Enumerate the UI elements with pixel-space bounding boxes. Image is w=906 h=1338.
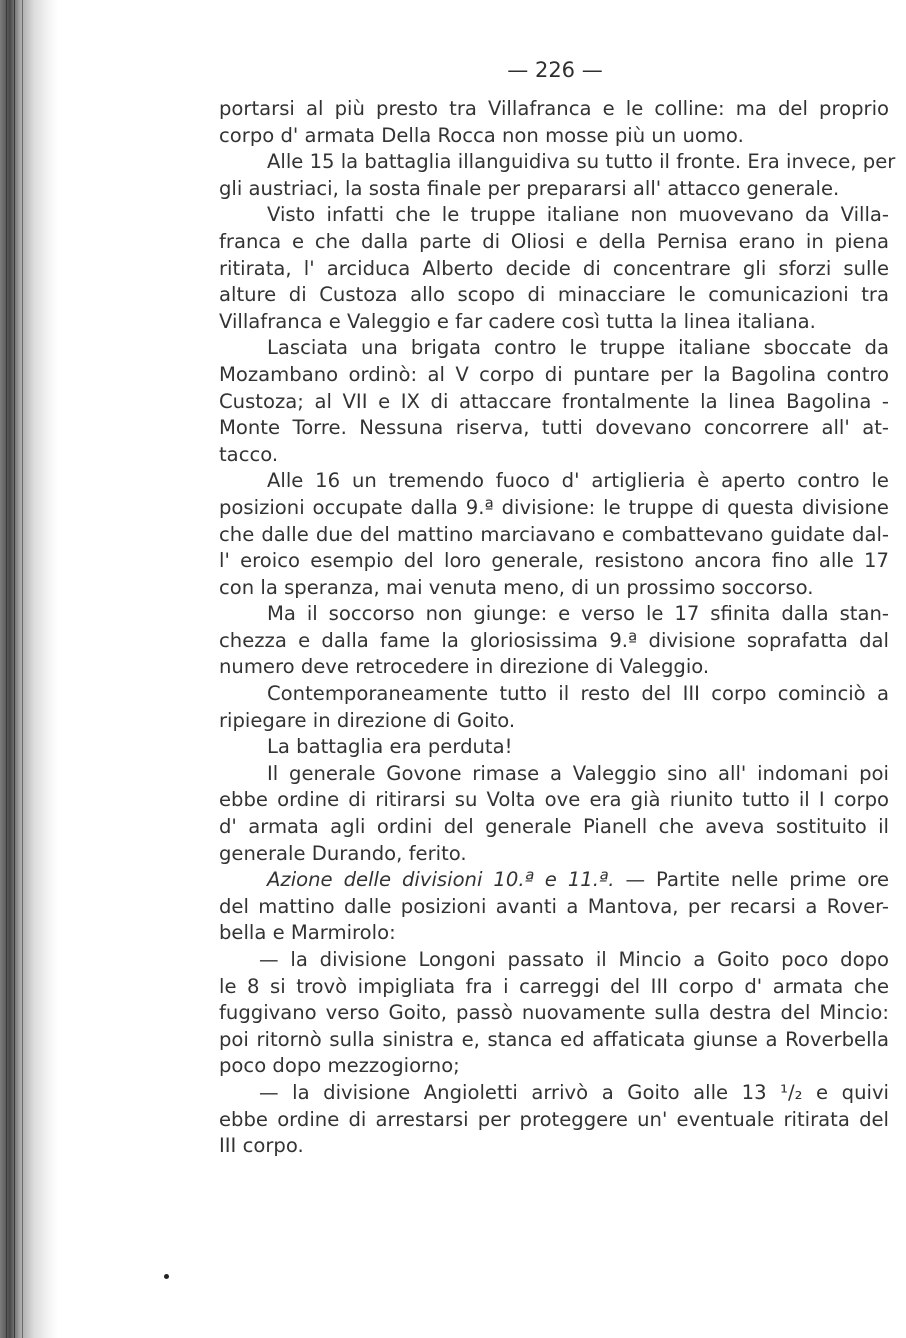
text-line: — la divisione Angioletti arrivò a Goito alle 13 ¹/₂ e quivi <box>259 1080 889 1104</box>
text-line: Ma il soccorso non giunge: e verso le 17 sfinita dalla stan- <box>267 602 889 626</box>
text-line: Villafranca e Valeggio e far cadere così tutta la linea italiana. <box>219 309 816 333</box>
text-line: Contemporaneamente tutto il resto del III corpo cominciò a <box>267 682 889 706</box>
text-line: con la speranza, mai venuta meno, di un prossimo soccorso. <box>219 575 814 599</box>
text-line: franca e che dalla parte di Oliosi e della Pernisa erano in piena <box>219 229 889 253</box>
text-line: bella e Marmirolo: <box>219 921 396 945</box>
text-line: Il generale Govone rimase a Valeggio sino all' indomani poi <box>267 761 889 785</box>
text-line: Alle 16 un tremendo fuoco d' artiglieria è aperto contro le <box>267 469 889 493</box>
text-line: — la divisione Longoni passato il Mincio a Goito poco dopo <box>259 948 889 971</box>
text-line: che dalle due del mattino marciavano e combattevano guidate dal- <box>219 522 889 546</box>
text-line: Monte Torre. Nessuna riserva, tutti dovevano concorrere all' at- <box>219 416 889 440</box>
text-line: corpo d' armata Della Rocca non mosse più un uomo. <box>219 123 744 147</box>
text-line: ebbe ordine di ritirarsi su Volta ove era già riunito tutto il I corpo <box>219 788 889 812</box>
binding-edge-line <box>14 0 15 1338</box>
ink-speck <box>164 1274 169 1279</box>
text-line: numero deve retrocedere in direzione di Valeggio. <box>219 655 710 679</box>
text-line: d' armata agli ordini del generale Pianell che aveva sostituito il <box>219 815 889 839</box>
binding-edge-line <box>22 0 23 1338</box>
text-fragment: — Partite nelle prime ore <box>625 868 890 892</box>
text-line: ebbe ordine di arrestarsi per proteggere un' eventuale ritirata del <box>219 1107 889 1131</box>
text-line: poco dopo mezzogiorno; <box>219 1054 460 1078</box>
text-line: La battaglia era perduta! <box>267 735 513 759</box>
text-line: poi ritornò sulla sinistra e, stanca ed affaticata giunse a Roverbella <box>219 1027 889 1051</box>
page-number: — 226 — <box>507 58 603 82</box>
text-line: ritirata, l' arciduca Alberto decide di concentrare gli sforzi sulle <box>219 256 889 280</box>
text-line: Alle 15 la battaglia illanguidiva su tutto il fronte. Era invece, per <box>267 150 896 174</box>
text-line: Mozambano ordinò: al V corpo di puntare per la Bagolina contro <box>219 362 889 386</box>
text-line: Custoza; al VII e IX di attaccare frontalmente la linea Bagolina - <box>219 389 889 413</box>
text-line: tacco. <box>219 442 279 466</box>
text-line: del mattino dalle posizioni avanti a Mantova, per recarsi a Rover- <box>219 894 889 918</box>
text-line: alture di Custoza allo scopo di minacciare le comunicazioni tra <box>219 283 889 307</box>
text-line: posizioni occupate dalla 9.ª divisione: le truppe di questa divisione <box>219 495 889 519</box>
text-line: le 8 si trovò impigliata fra i carreggi del III corpo d' armata che <box>219 974 889 998</box>
body-text <box>219 96 896 1160</box>
text-line: gli austriaci, la sosta finale per prepararsi all' attacco generale. <box>219 176 840 200</box>
text-line: l' eroico esempio del loro generale, resistono ancora fino alle 17 <box>219 549 889 573</box>
text-line: Lasciata una brigata contro le truppe italiane sboccate da <box>267 336 889 360</box>
text-line: chezza e dalla fame la gloriosissima 9.ª divisione soprafatta dal <box>219 628 889 652</box>
text-line: fuggivano verso Goito, passò nuovamente sulla destra del Mincio: <box>219 1001 889 1025</box>
text-line: portarsi al più presto tra Villafranca e le colline: ma del proprio <box>219 97 889 120</box>
text-line: Visto infatti che le truppe italiane non muovevano da Villa- <box>267 203 889 227</box>
text-line: generale Durando, ferito. <box>219 841 467 865</box>
text-line <box>219 867 889 894</box>
book-binding-shadow <box>0 0 58 1338</box>
section-heading: Azione delle divisioni 10.ª e 11.ª. <box>267 868 615 892</box>
text-line: III corpo. <box>219 1134 304 1158</box>
binding-edge-line <box>6 0 7 1338</box>
text-line: ripiegare in direzione di Goito. <box>219 708 516 732</box>
